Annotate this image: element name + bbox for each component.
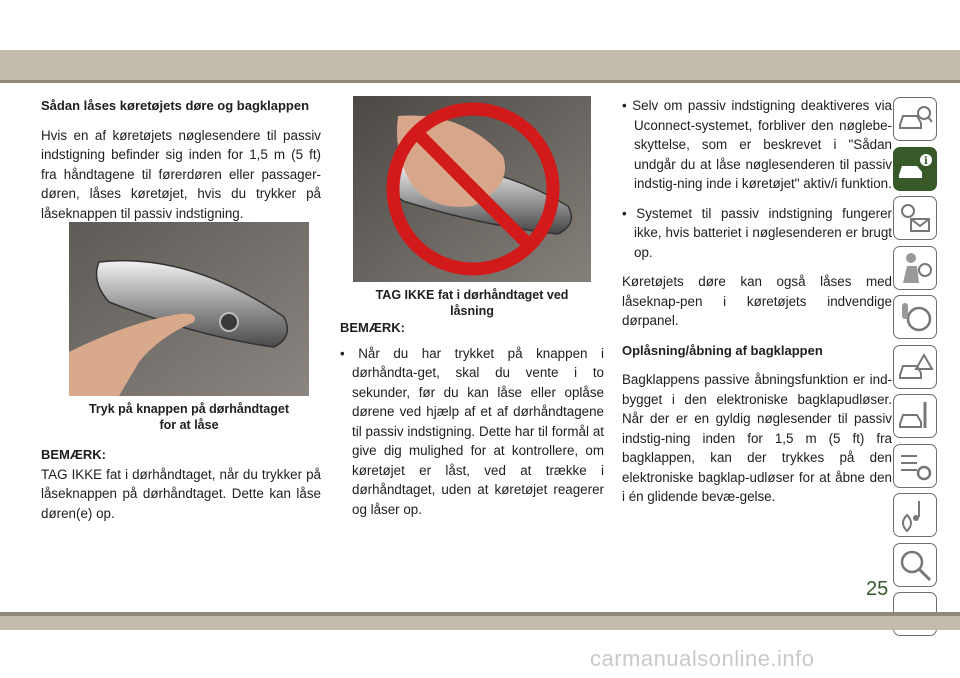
note-label: BEMÆRK: xyxy=(41,447,106,462)
header-rule xyxy=(0,80,960,83)
magnifier-icon xyxy=(897,547,933,583)
note-1 xyxy=(41,445,321,523)
tab-car-search[interactable] xyxy=(893,97,937,141)
note-2 xyxy=(340,318,604,527)
tab-emergency[interactable] xyxy=(893,345,937,389)
paragraph-locking: Hvis en af køretøjets nøglesendere til passiv indstigning befinder sig inden for 1,5 m (5 ft) fra håndtagene til førerdøren eller passager-døren, låses køretøjet, hvis du trykker på låseknappen til passiv indstigning. xyxy=(41,127,321,221)
header-band xyxy=(0,50,960,80)
car-search-icon xyxy=(897,101,933,137)
note-label: BEMÆRK: xyxy=(340,320,405,335)
paragraph-tailgate: Bagklappens passive åbningsfunktion er ind-bygget i den elektroniske bagklapudløser. Når der er en gyldig nøglesender til passiv indstig-ning inden for 1,5 m (5 ft) fra bagklappen, kan der trykkes på den elektroniske bagklap-udløser for at åbne den i én glidende bevæ-gelse. xyxy=(622,372,892,504)
tab-warning-lights[interactable] xyxy=(893,196,937,240)
airbag-person-icon xyxy=(897,250,933,286)
music-gps-icon xyxy=(897,497,933,533)
tab-safety[interactable] xyxy=(893,246,937,290)
tab-index-search[interactable] xyxy=(893,543,937,587)
watermark: carmanualsonline.info xyxy=(590,646,815,671)
tab-maintenance[interactable] xyxy=(893,394,937,438)
warning-light-mail-icon xyxy=(897,200,933,236)
bullet-wait-two-seconds: • Når du har trykket på knappen i dørhåndta-get, skal du vente i to sekunder, før du kan låse eller oplåse dørene ved hjælp af et af dørhåndtagene til passiv indstigning. Dette har til formål at give dig mulighed for at kontrollere, om køretøjet er låst, ved at trække i dørhåndtaget, uden at køretøjet reagerer og låser op. xyxy=(340,345,604,517)
prohibited-grab-illustration xyxy=(353,96,591,282)
tab-specifications[interactable] xyxy=(893,444,937,488)
caption-do-not-grab: TAG IKKE fat i dørhåndtaget ved låsning xyxy=(375,288,569,318)
svg-text:i: i xyxy=(924,155,928,167)
photo-press-button xyxy=(69,222,309,396)
caption-press-button: Tryk på knappen på dørhåndtaget for at låse xyxy=(88,402,290,432)
door-handle-illustration xyxy=(69,222,309,396)
tab-car-info[interactable] xyxy=(893,147,937,191)
footer-band xyxy=(0,616,960,630)
page-number: 25 xyxy=(866,578,889,600)
bullet-battery: • Systemet til passiv indstigning fungerer ikke, hvis batteriet i nøglesenderen er brugt op. xyxy=(622,205,892,260)
bullet-uconnect: • Selv om passiv indstigning deaktiveres via Uconnect-systemet, forbliver den nøglebe-skyttelse, som er beskrevet i "Sådan undgår du at låse nøglesenderen til passiv indstig-ning inde i køretøjet" aktiv/i funktion. xyxy=(622,98,892,191)
section-heading-tailgate: Oplåsning/åbning af bagklappen xyxy=(622,342,823,358)
note-text: TAG IKKE fat i dørhåndtaget, når du trykker på låseknappen på dørhåndtaget. Dette kan låse døren(e) op. xyxy=(41,466,321,521)
chapter-tabs xyxy=(893,97,943,642)
photo-do-not-grab xyxy=(353,96,591,282)
section-heading-locking: Sådan låses køretøjets døre og bagklappen xyxy=(41,98,310,113)
car-hazard-icon xyxy=(897,349,933,385)
column-3 xyxy=(622,96,892,517)
list-gear-icon xyxy=(897,448,933,484)
tab-multimedia[interactable] xyxy=(893,493,937,537)
column-1 xyxy=(41,96,321,233)
car-tools-icon xyxy=(897,398,933,434)
steering-wheel-icon xyxy=(897,299,933,335)
paragraph-inner-lock: Køretøjets døre kan også låses med låseknap-pen i køretøjets indvendige dørpanel. xyxy=(622,274,892,328)
tab-starting-driving[interactable] xyxy=(893,295,937,339)
top-margin xyxy=(0,0,960,50)
car-info-icon xyxy=(897,151,933,187)
